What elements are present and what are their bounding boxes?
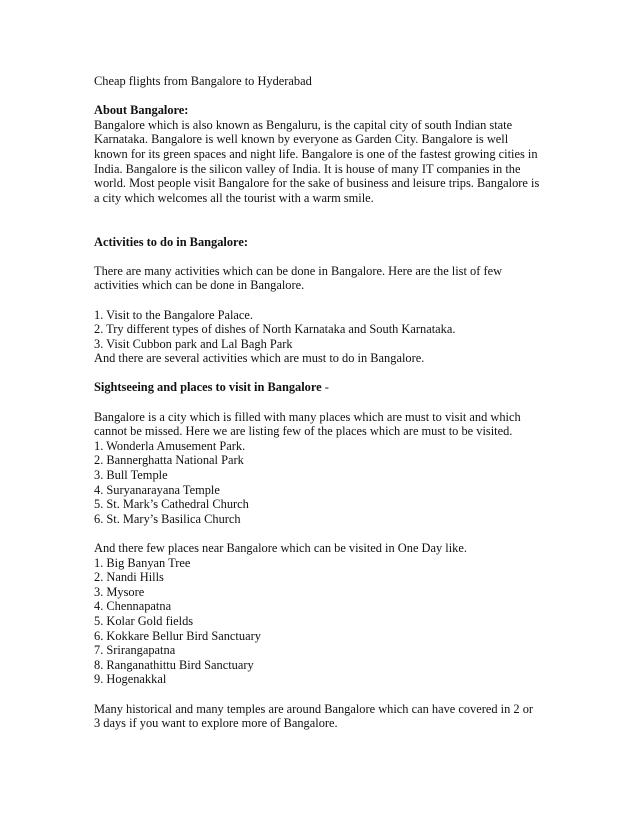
about-line: Karnataka. Bangalore is well known by everyone as Garden City. Bangalore is well bbox=[94, 132, 509, 147]
day-trip-item: 6. Kokkare Bellur Bird Sanctuary bbox=[94, 628, 261, 643]
activity-item: 3. Visit Cubbon park and Lal Bagh Park bbox=[94, 336, 293, 351]
about-line: India. Bangalore is the silicon valley of India. It is house of many IT companies in the bbox=[94, 161, 521, 176]
day-trip-item: 5. Kolar Gold fields bbox=[94, 613, 194, 628]
spacer bbox=[94, 89, 554, 104]
activities-intro-line: There are many activities which can be done in Bangalore. Here are the list of few bbox=[94, 263, 503, 278]
day-trip-item: 2. Nandi Hills bbox=[94, 570, 164, 585]
document-title: Cheap flights from Bangalore to Hyderabad bbox=[94, 74, 312, 88]
activity-item: 2. Try different types of dishes of North Karnataka and South Karnataka. bbox=[94, 322, 456, 337]
sightseeing-intro-line: Bangalore is a city which is filled with many places which are must to visit and which bbox=[94, 409, 521, 424]
about-line: Bangalore which is also known as Bengaluru, is the capital city of south Indian state bbox=[94, 117, 513, 132]
spacer bbox=[94, 526, 554, 541]
document-page bbox=[94, 74, 554, 731]
spacer bbox=[94, 249, 554, 264]
day-trip-item: 8. Ranganathittu Bird Sanctuary bbox=[94, 657, 254, 672]
sightseeing-heading-suffix: - bbox=[321, 380, 329, 395]
closing-line: Many historical and many temples are around Bangalore which can have covered in 2 or bbox=[94, 701, 534, 716]
closing-line: 3 days if you want to explore more of Bangalore. bbox=[94, 716, 338, 731]
day-trip-item: 4. Chennapatna bbox=[94, 599, 172, 614]
place-item: 4. Suryanarayana Temple bbox=[94, 482, 220, 497]
activity-item: 1. Visit to the Bangalore Palace. bbox=[94, 307, 254, 322]
spacer bbox=[94, 366, 554, 381]
spacer bbox=[94, 220, 554, 235]
activities-outro: And there are several activities which are must to do in Bangalore. bbox=[94, 351, 425, 366]
activities-intro-line: activities which can be done in Bangalore. bbox=[94, 278, 305, 293]
sightseeing-heading-row bbox=[94, 380, 554, 395]
place-item: 1. Wonderla Amusement Park. bbox=[94, 438, 246, 453]
place-item: 5. St. Mark’s Cathedral Church bbox=[94, 497, 249, 512]
place-item: 6. St. Mary’s Basilica Church bbox=[94, 511, 241, 526]
day-trip-item: 9. Hogenakkal bbox=[94, 672, 167, 687]
about-line: a city which welcomes all the tourist with a warm smile. bbox=[94, 190, 374, 205]
about-line: world. Most people visit Bangalore for the sake of business and leisure trips. Bangalore is bbox=[94, 176, 540, 191]
day-trip-item: 1. Big Banyan Tree bbox=[94, 555, 191, 570]
day-trip-item: 3. Mysore bbox=[94, 584, 145, 599]
sightseeing-heading: Sightseeing and places to visit in Bangalore bbox=[94, 380, 322, 395]
place-item: 3. Bull Temple bbox=[94, 468, 168, 483]
activities-heading: Activities to do in Bangalore: bbox=[94, 234, 248, 249]
place-item: 2. Bannerghatta National Park bbox=[94, 453, 244, 468]
day-trip-item: 7. Srirangapatna bbox=[94, 643, 176, 658]
spacer bbox=[94, 293, 554, 308]
sightseeing-intro-line: cannot be missed. Here we are listing few of the places which are must to be visited. bbox=[94, 424, 513, 439]
spacer bbox=[94, 687, 554, 702]
spacer bbox=[94, 395, 554, 410]
about-heading: About Bangalore: bbox=[94, 103, 189, 118]
about-line: known for its green spaces and night life. Bangalore is one of the fastest growing cities in bbox=[94, 146, 538, 161]
spacer bbox=[94, 205, 554, 220]
day-trip-intro: And there few places near Bangalore which can be visited in One Day like. bbox=[94, 541, 467, 555]
